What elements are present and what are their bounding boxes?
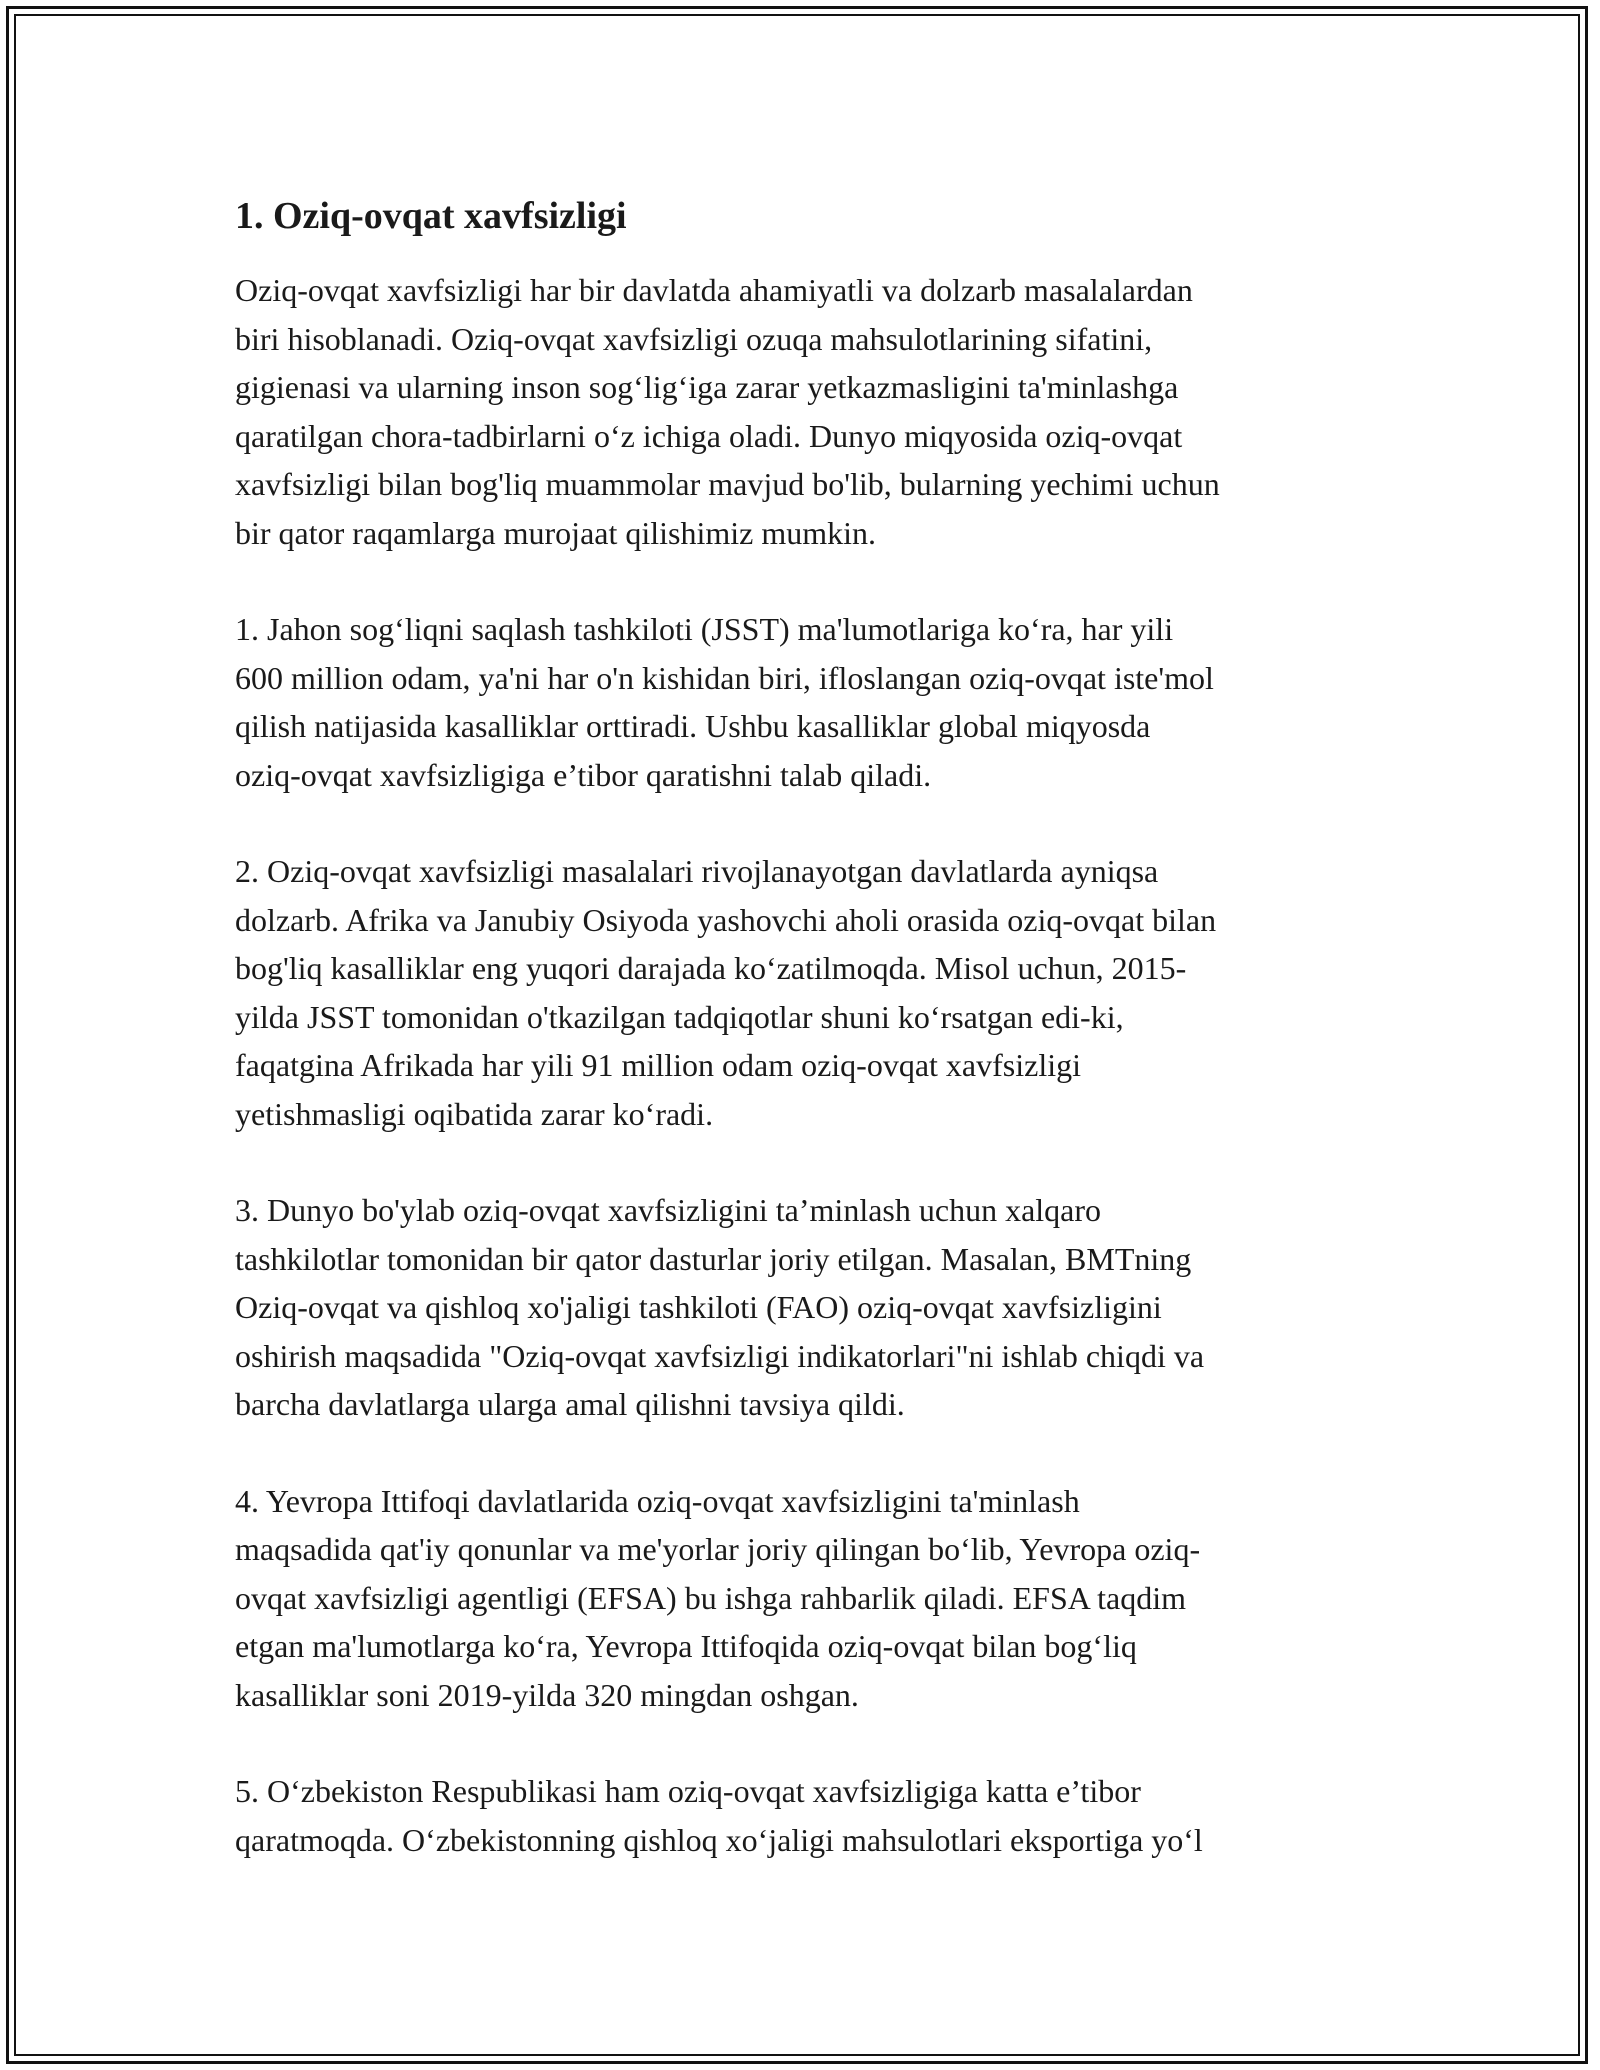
intro-paragraph: Oziq-ovqat xavfsizligi har bir davlatda ahamiyatli va dolzarb masalalardan biri hisoblanadi. Oziq-ovqat xavfsizligi ozuqa mahsulotlarining sifatini, gigienasi va ularning inson sog‘lig‘iga zarar yetkazmasligini ta'minlashga qaratilgan chora-tadbirlarni o‘z ichiga oladi. Dunyo miqyosida oziq-ovqat xavfsizligi bilan bog'liq muammolar mavjud bo'lib, bularning yechimi uchun bir qator raqamlarga murojaat qilishimiz mumkin.	[235, 272, 1220, 551]
document-body	[235, 188, 1370, 1864]
section-heading: 1. Oziq-ovqat xavfsizligi	[235, 195, 627, 237]
paragraph-point-2: 2. Oziq-ovqat xavfsizligi masalalari rivojlanayotgan davlatlarda ayniqsa dolzarb. Afrika va Janubiy Osiyoda yashovchi aholi orasida oziq-ovqat bilan bog'liq kasalliklar eng yuqori darajada ko‘zatilmoqda. Misol uchun, 2015- yilda JSST tomonidan o'tkazilgan tadqiqotlar shuni ko‘rsatgan edi-ki, faqatgina Afrikada har yili 91 million odam oziq-ovqat xavfsizligi yetishmasligi oqibatida zarar ko‘radi.	[235, 853, 1217, 1132]
paragraph-point-3: 3. Dunyo bo'ylab oziq-ovqat xavfsizligini ta’minlash uchun xalqaro tashkilotlar tomonidan bir qator dasturlar joriy etilgan. Masalan, BMTning Oziq-ovqat va qishloq xo'jaligi tashkiloti (FAO) oziq-ovqat xavfsizligini oshirish maqsadida "Oziq-ovqat xavfsizligi indikatorlari"ni ishlab chiqdi va barcha davlatlarga ularga amal qilishni tavsiya qildi.	[235, 1192, 1205, 1422]
paragraph-point-4: 4. Yevropa Ittifoqi davlatlarida oziq-ovqat xavfsizligini ta'minlash maqsadida qat'iy qonunlar va me'yorlar joriy qilingan bo‘lib, Yevropa oziq- ovqat xavfsizligi agentligi (EFSA) bu ishga rahbarlik qiladi. EFSA taqdim etgan ma'lumotlarga ko‘ra, Yevropa Ittifoqida oziq-ovqat bilan bog‘liq kasalliklar soni 2019-yilda 320 mingdan oshgan.	[235, 1482, 1201, 1713]
paragraph-point-1: 1. Jahon sog‘liqni saqlash tashkiloti (JSST) ma'lumotlariga ko‘ra, har yili 600 million odam, ya'ni har o'n kishidan biri, ifloslangan oziq-ovqat iste'mol qilish natijasida kasalliklar orttiradi. Ushbu kasalliklar global miqyosda oziq-ovqat xavfsizligiga e’tibor qaratishni talab qiladi.	[235, 611, 1214, 793]
paragraph-point-5: 5. O‘zbekiston Respublikasi ham oziq-ovqat xavfsizligiga katta e’tibor qaratmoqda. O‘zbekistonning qishloq xo‘jaligi mahsulotlari eksportiga yo‘l	[235, 1773, 1203, 1858]
